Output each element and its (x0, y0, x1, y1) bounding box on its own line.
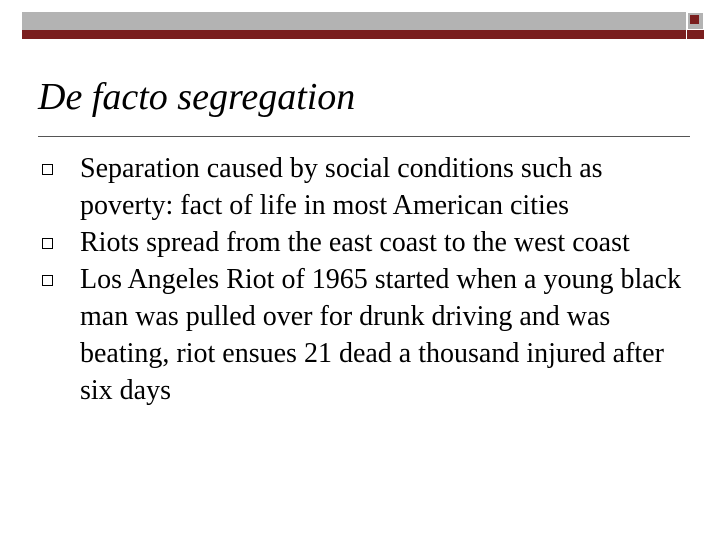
corner-ornament (687, 12, 704, 39)
bullet-text: Los Angeles Riot of 1965 started when a young black man was pulled over for drunk driving and was beating, riot ensues 21 dead a thousand injured after six days (80, 264, 682, 406)
bullet-text: Riots spread from the east coast to the west coast (80, 227, 630, 258)
corner-ornament-square-icon (690, 15, 699, 24)
bullet-list (38, 150, 688, 409)
bullet-item (38, 150, 688, 224)
header-band-red (22, 30, 686, 39)
hollow-square-bullet-icon (42, 164, 53, 175)
bullet-text: Separation caused by social conditions such as poverty: fact of life in most American cities (80, 153, 603, 221)
header-band-grey (22, 12, 686, 30)
slide-title: De facto segregation (38, 76, 356, 118)
corner-ornament-red (687, 30, 704, 39)
bullet-item (38, 224, 688, 261)
hollow-square-bullet-icon (42, 275, 53, 286)
title-divider (38, 136, 690, 137)
hollow-square-bullet-icon (42, 238, 53, 249)
bullet-item (38, 261, 688, 409)
